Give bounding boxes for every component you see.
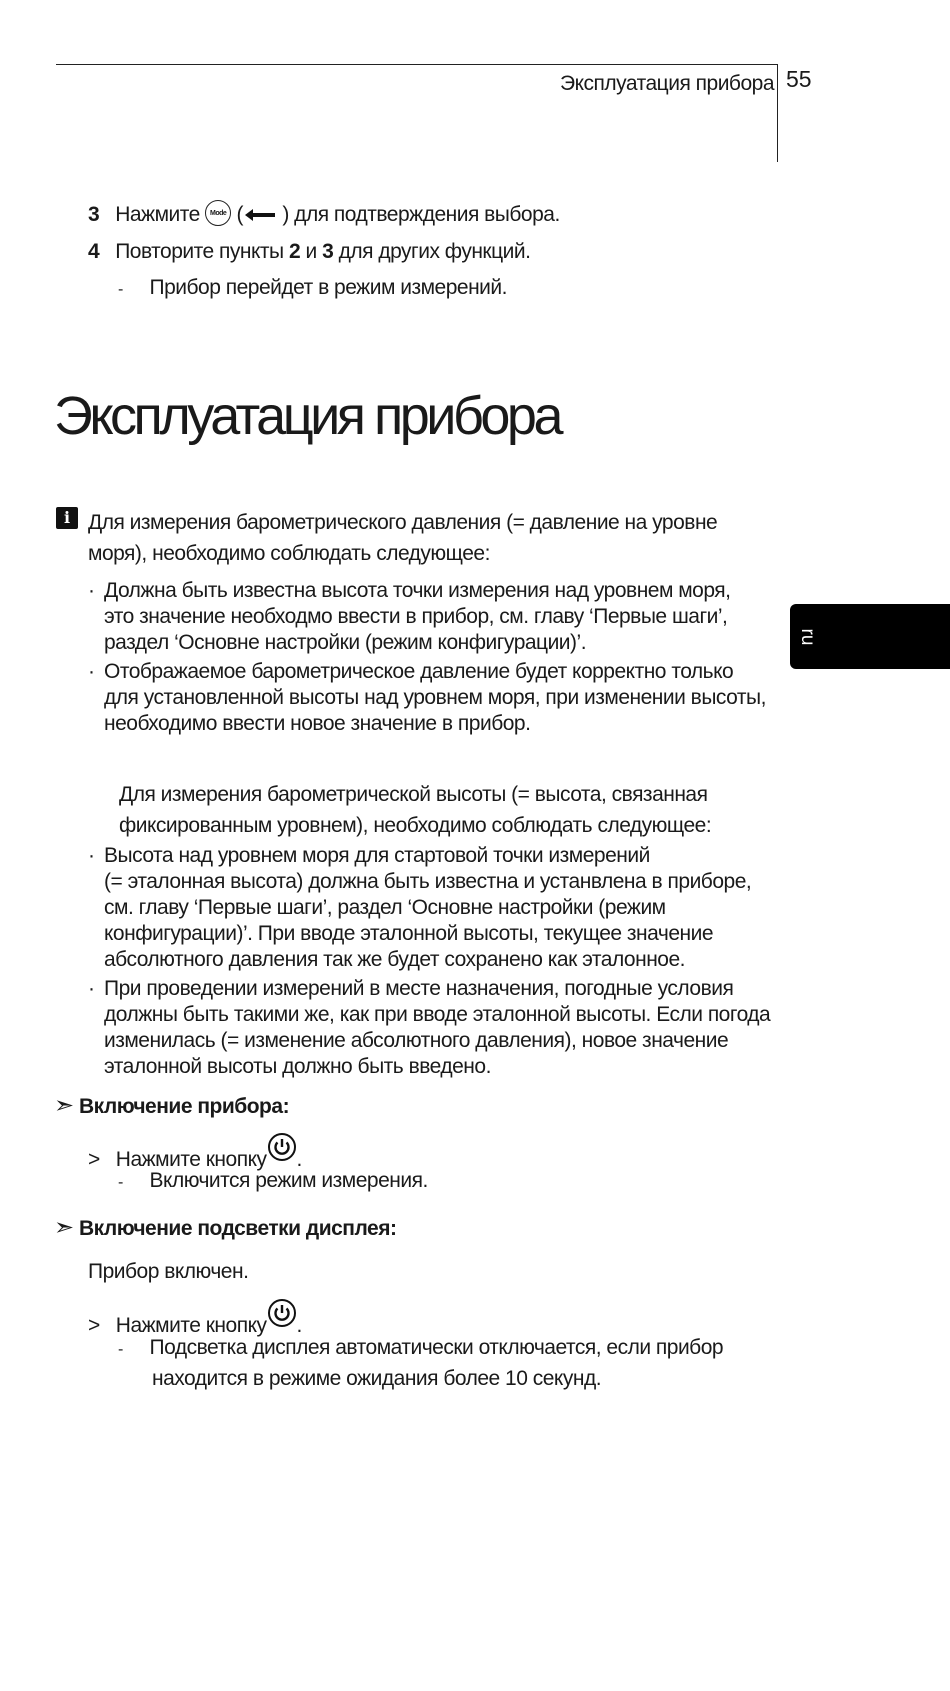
step-text: ( <box>236 203 244 226</box>
info-intro-line: моря), необходимо соблюдать следующее: <box>88 542 490 565</box>
step-text: для других функций. <box>338 240 531 263</box>
info-intro-line: Для измерения барометрического давления (= давление на уровне <box>88 511 718 534</box>
bullet-list-1 <box>88 578 766 737</box>
dash-bullet: - <box>118 1341 123 1358</box>
procedure-heading: Включение прибора: <box>78 1095 290 1118</box>
step-text: Нажмите кнопку <box>115 1148 267 1171</box>
result-text: Включится режим измерения. <box>149 1169 428 1192</box>
step-arrow: > <box>88 1148 100 1171</box>
step-text: Повторите пункты <box>115 240 284 263</box>
header-rule <box>56 64 778 65</box>
bullet-list-2 <box>88 843 770 1080</box>
result-text: Прибор перейдет в режим измерений. <box>149 276 507 299</box>
procedure-result <box>118 1335 723 1363</box>
procedure-step: > Нажмите кнопку . <box>88 1298 302 1339</box>
result-text: Подсветка дисплея автоматически отключается, если прибор <box>149 1336 724 1359</box>
arrow-heading-icon: ➣ <box>54 1092 74 1119</box>
procedure-heading-backlight <box>54 1215 396 1242</box>
step-4-result <box>118 275 507 303</box>
page-title: Эксплуатация прибора <box>54 386 560 446</box>
step-number: 4 <box>88 240 100 263</box>
dash-bullet: - <box>118 1174 123 1191</box>
step-3 <box>88 200 560 228</box>
step-arrow: > <box>88 1314 100 1337</box>
procedure-result <box>118 1168 428 1196</box>
info-intro-line: Для измерения барометрической высоты (= высота, связанная <box>119 783 708 806</box>
header-divider <box>777 64 778 162</box>
info-icon: i <box>56 507 78 529</box>
dot-bullet: · <box>88 844 95 867</box>
page-number: 55 <box>786 66 812 92</box>
step-ref: 3 <box>322 240 334 263</box>
procedure-heading: Включение подсветки дисплея: <box>78 1217 397 1240</box>
enter-arrow-icon <box>243 208 277 222</box>
procedure-step: > Нажмите кнопку . <box>88 1132 302 1173</box>
step-text: и <box>305 240 317 263</box>
step-4 <box>88 239 530 265</box>
step-text: Нажмите кнопку <box>115 1314 267 1337</box>
dot-bullet: · <box>88 579 95 602</box>
list-item: · Должна быть известна высота точки измерения над уровнем моря, это значение необходмо ввести в прибор, см. главу ‘Первые шаги’, раздел ‘Основне настройки (режим конфигурации)’. <box>88 579 731 654</box>
power-button-icon <box>267 1298 297 1328</box>
step-text: ) для подтверждения выбора. <box>282 203 560 226</box>
list-item: · Отображаемое барометрическое давление будет корректно только для установленной высоты над уровнем моря, при изменении высоты, необходимо ввести новое значение в прибор. <box>88 660 766 735</box>
list-item: · При проведении измерений в месте назначения, погодные условия должны быть такими же, как при вводе эталонной высоты. Если погода изменилась (= изменение абсолютного давления), новое значение эталонной высоты должно быть введено. <box>88 977 771 1078</box>
dot-bullet: · <box>88 660 95 683</box>
procedure-heading-power-on <box>54 1093 289 1120</box>
step-number: 3 <box>88 203 100 226</box>
arrow-heading-icon: ➣ <box>54 1214 74 1241</box>
step-text: Нажмите <box>115 203 200 226</box>
running-header: Эксплуатация прибора <box>560 72 774 95</box>
list-item: · Высота над уровнем моря для стартовой точки измерений (= эталонная высота) должна быть известна и устанвлена в приборе, см. главу ‘Первые шаги’, раздел ‘Основне настройки (режим конфигурации)’. При вводе эталонной высоты, текущее значение абсолютного давления так же будет сохранено как эталонное. <box>88 844 752 971</box>
language-tab-label: ru <box>797 628 818 646</box>
mode-button-icon: Mode <box>205 200 231 226</box>
procedure-result-cont: находится в режиме ожидания более 10 секунд. <box>152 1367 602 1390</box>
language-tab <box>790 604 950 669</box>
dot-bullet: · <box>88 977 95 1000</box>
step-ref: 2 <box>289 240 301 263</box>
dash-bullet: - <box>118 281 123 298</box>
info-intro-line: фиксированным уровнем), необходимо соблюдать следующее: <box>119 814 712 837</box>
procedure-precondition: Прибор включен. <box>88 1260 249 1283</box>
power-button-icon <box>267 1132 297 1162</box>
